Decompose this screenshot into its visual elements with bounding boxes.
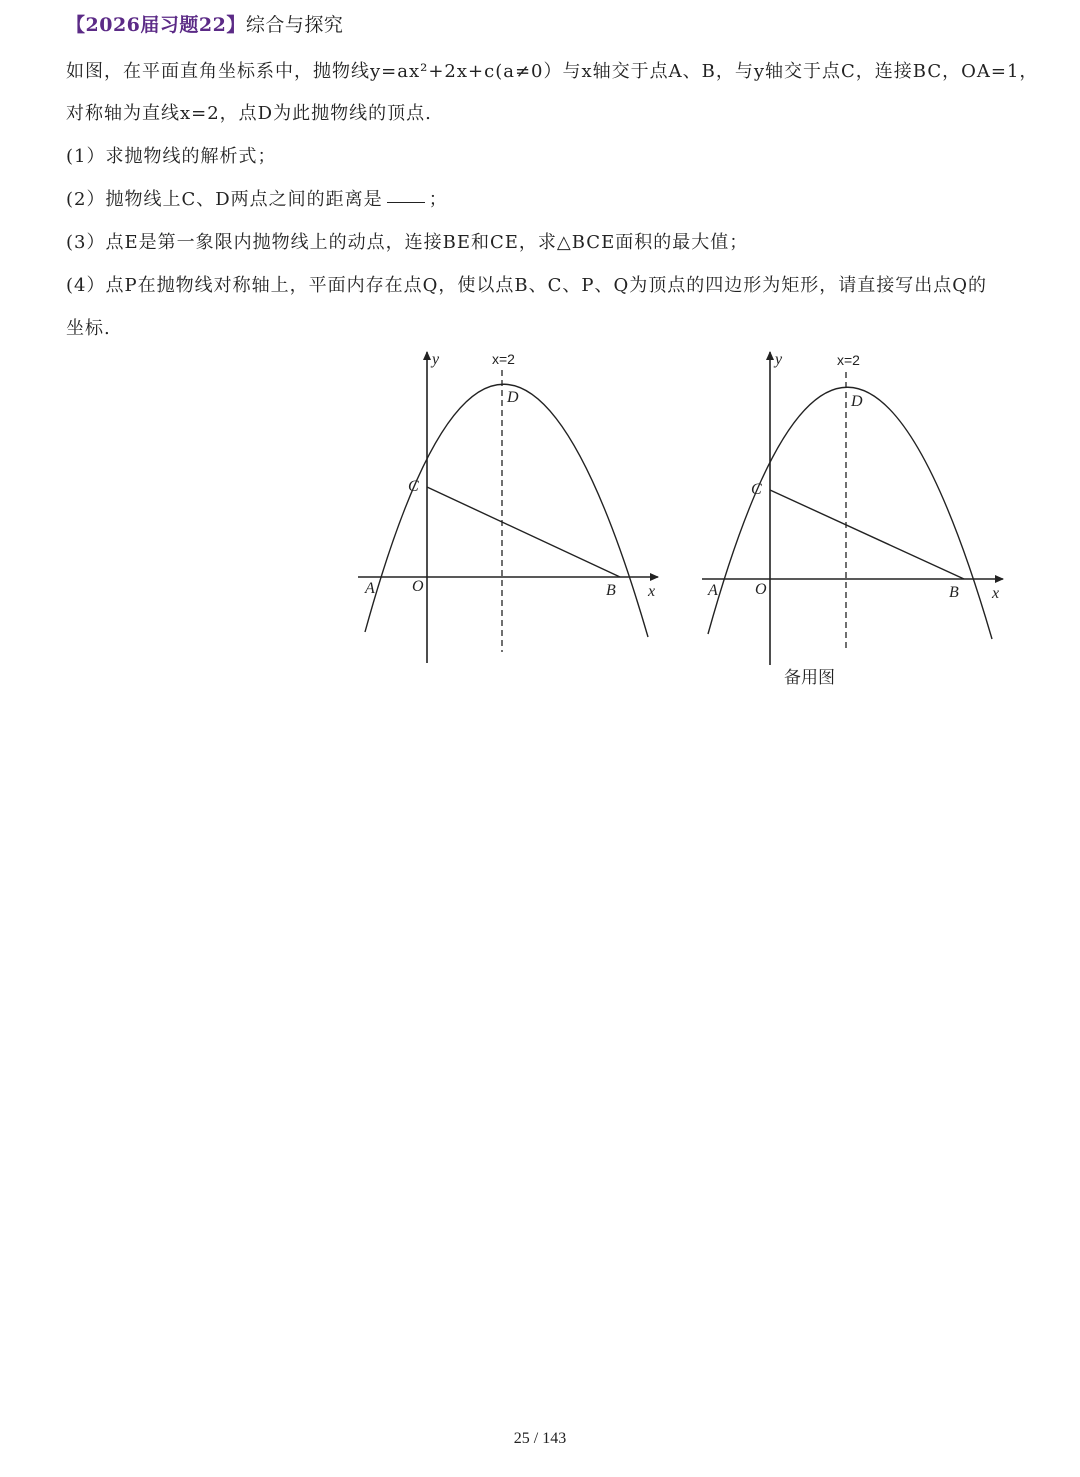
question-2	[66, 185, 448, 211]
origin-label: O	[412, 578, 424, 595]
question-3: (3）点E是第一象限内抛物线上的动点，连接BE和CE，求△BCE面积的最大值；	[66, 232, 749, 253]
question-4-line-2: 坐标.	[66, 318, 111, 339]
y-axis-label: y	[432, 351, 440, 368]
point-d-label: D	[507, 389, 519, 406]
intro-line-1: 如图，在平面直角坐标系中，抛物线y=ax²+2x+c(a≠0）与x轴交于点A、B，与y轴交于点C，连接BC，OA=1，	[66, 61, 1039, 82]
question-1: (1）求抛物线的解析式；	[66, 146, 277, 167]
point-a-label: A	[708, 582, 718, 599]
backup-figure	[685, 342, 1015, 672]
parabola	[708, 387, 992, 639]
axis-of-symmetry-label: x=2	[492, 351, 515, 367]
question-2-end: ；	[428, 189, 448, 210]
origin-label: O	[755, 581, 767, 598]
backup-figure-caption: 备用图	[784, 668, 835, 688]
y-axis-label: y	[775, 351, 783, 368]
question-2-text: (2）抛物线上C、D两点之间的距离是	[66, 189, 383, 210]
problem-tag: 【2026届习题22】	[66, 14, 246, 36]
x-axis-label: x	[648, 583, 656, 600]
point-b-label: B	[606, 582, 616, 599]
main-figure	[340, 340, 680, 675]
answer-blank	[387, 202, 425, 203]
question-4-line-1: (4）点P在抛物线对称轴上，平面内存在点Q，使以点B、C、P、Q为顶点的四边形为矩形，请直接写出点Q的	[66, 275, 987, 296]
point-c-label: C	[751, 481, 762, 498]
intro-line-2: 对称轴为直线x=2，点D为此抛物线的顶点.	[66, 103, 432, 124]
parabola	[365, 384, 648, 637]
page-number: 25 / 143	[513, 1430, 567, 1447]
segment-bc	[770, 490, 964, 579]
segment-bc	[427, 487, 620, 577]
point-a-label: A	[365, 580, 375, 597]
point-b-label: B	[949, 584, 959, 601]
axis-of-symmetry-label: x=2	[837, 352, 860, 368]
x-axis-label: x	[992, 585, 1000, 602]
point-d-label: D	[851, 393, 863, 410]
problem-title	[66, 10, 343, 37]
point-c-label: C	[408, 478, 419, 495]
problem-topic: 综合与探究	[245, 14, 344, 36]
